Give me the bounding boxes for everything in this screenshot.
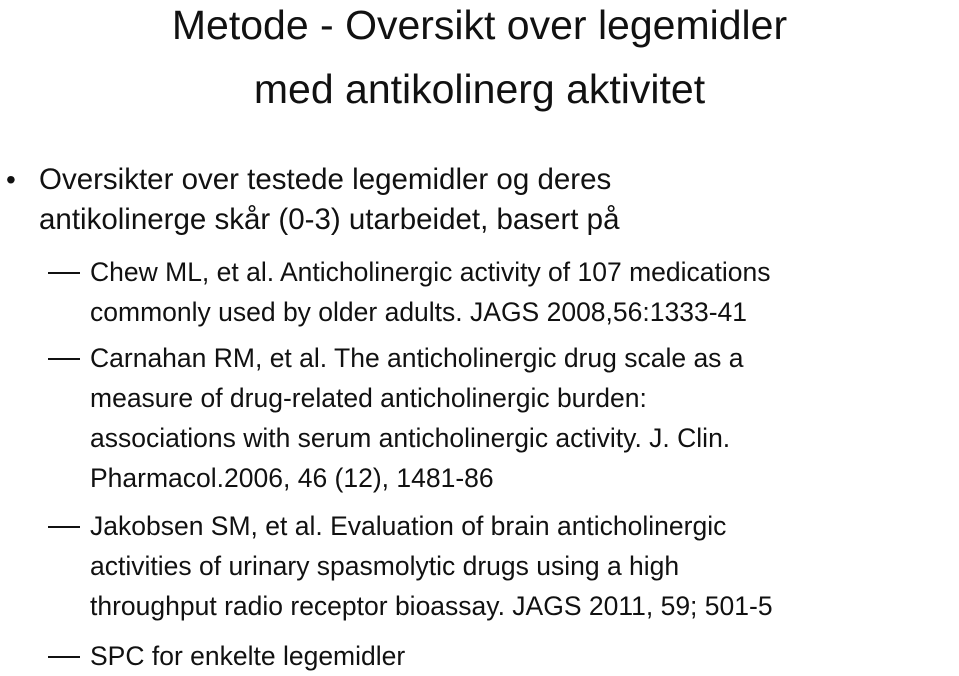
sub-bullet-line: Jakobsen SM, et al. Evaluation of brain anticholinergic (90, 511, 727, 541)
sub-bullet-line: measure of drug-related anticholinergic burden: (90, 383, 647, 413)
sub-bullet-jakobsen (46, 506, 946, 626)
sub-bullet-spc (46, 636, 946, 676)
main-bullet-text (39, 160, 946, 240)
sub-bullet-carnahan (46, 338, 946, 498)
sub-bullet-line: SPC for enkelte legemidler (90, 641, 406, 671)
slide-title (0, 0, 959, 112)
dash-marker (46, 338, 80, 378)
main-bullet-line-2: antikolinerge skår (0-3) utarbeidet, basert på (39, 203, 620, 236)
bullet-marker: • (6, 164, 16, 195)
dash-marker (46, 636, 80, 676)
sub-bullet-line: associations with serum anticholinergic activity. J. Clin. (90, 423, 731, 453)
main-bullet-line-1: Oversikter over testede legemidler og deres (39, 163, 612, 196)
sub-bullet-chew (46, 252, 946, 332)
title-line-1: Metode - Oversikt over legemidler (171, 2, 788, 48)
sub-bullet-line: activities of urinary spasmolytic drugs using a high (90, 551, 680, 581)
main-bullet (6, 160, 946, 240)
dash-marker (46, 252, 80, 292)
title-line-2: med antikolinerg aktivitet (253, 66, 706, 112)
sub-bullet-line: throughput radio receptor bioassay. JAGS 2011, 59; 501-5 (90, 591, 773, 621)
dash-marker (46, 506, 80, 546)
sub-bullet-line: Carnahan RM, et al. The anticholinergic drug scale as a (90, 343, 744, 373)
sub-bullet-line: Pharmacol.2006, 46 (12), 1481-86 (90, 463, 494, 493)
sub-bullet-line: commonly used by older adults. JAGS 2008,56:1333-41 (90, 297, 748, 327)
sub-bullet-line: Chew ML, et al. Anticholinergic activity of 107 medications (90, 257, 771, 287)
